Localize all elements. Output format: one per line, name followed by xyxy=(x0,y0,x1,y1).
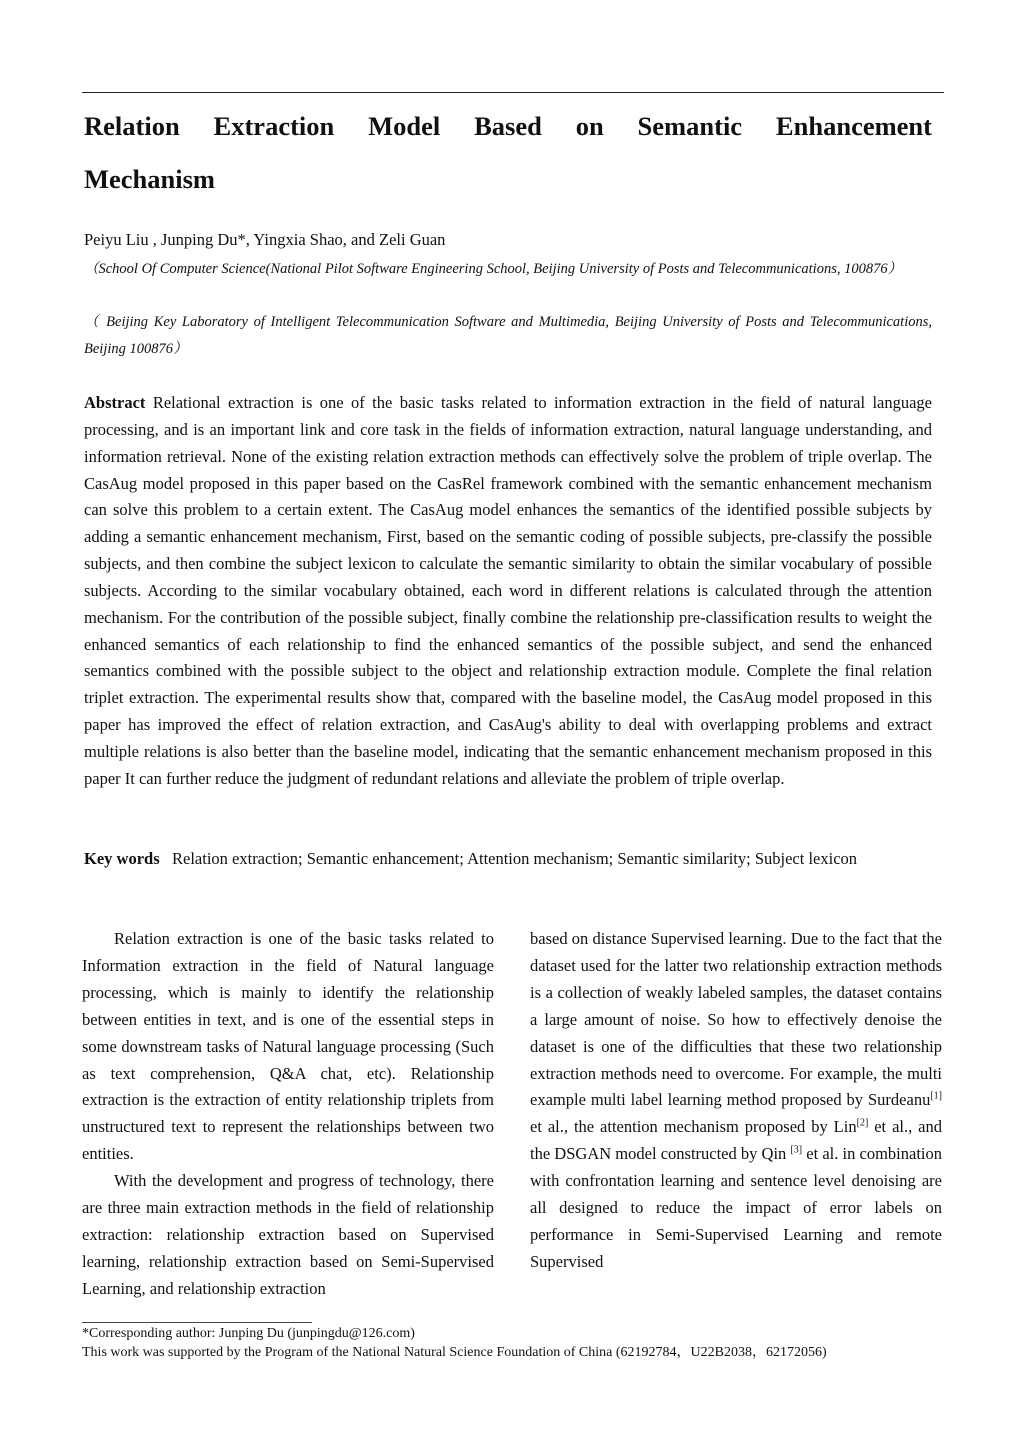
footnote-corresponding-author: *Corresponding author: Junping Du (junpingdu@126.com) xyxy=(82,1326,415,1341)
keywords-text: Relation extraction; Semantic enhancement; Attention mechanism; Semantic similarity; Subject lexicon xyxy=(172,849,858,868)
keywords xyxy=(84,846,932,873)
body-paragraph-3 xyxy=(530,926,942,1276)
top-rule xyxy=(82,92,944,93)
abstract-text: Relational extraction is one of the basic tasks related to information extraction in the field of natural language processing, and is an important link and core task in the fields of information extraction, natural language understanding, and information retrieval. None of the existing relation extraction methods can effectively solve the problem of triple overlap. The CasAug model proposed in this paper based on the CasRel framework combined with the semantic enhancement mechanism can solve this problem to a certain extent. The CasAug model enhances the semantics of the identified possible subjects by adding a semantic enhancement mechanism, First, based on the semantic coding of possible subjects, pre-classify the possible subjects, and then combine the subject lexicon to calculate the semantic similarity to obtain the similar vocabulary of possible subjects. According to the similar vocabulary obtained, each word in different relations is calculated through the attention mechanism. For the contribution of the possible subject, finally combine the relationship pre-classification results to weight the enhanced semantics of each relationship to find the enhanced semantics of the possible subject, and send the enhanced semantics combined with the possible subject to the object and relationship extraction module. Complete the final relation triplet extraction. The experimental results show that, compared with the baseline model, the CasAug model proposed in this paper has improved the effect of relation extraction, and CasAug's ability to deal with overlapping problems and extract multiple relations is also better than the baseline model, indicating that the semantic enhancement mechanism proposed in this paper It can further reduce the judgment of redundant relations and alleviate the problem of triple overlap. xyxy=(84,393,932,788)
author-list: Peiyu Liu , Junping Du*, Yingxia Shao, and Zeli Guan xyxy=(84,230,446,249)
body-text-segment: et al., and the DSGAN model constructed by Qin xyxy=(530,1117,942,1164)
body-text-segment: et al. in combination with confrontation learning and sentence level denoising are all designed to reduce the impact of error labels on performance in Semi-Supervised Learning and remote Supervised xyxy=(530,1144,943,1271)
keywords-label: Key words xyxy=(84,849,160,868)
abstract-label: Abstract xyxy=(84,393,146,412)
title-line-2: Mechanism xyxy=(84,164,216,194)
citation-ref-1: [1] xyxy=(930,1090,942,1102)
affiliation-2: （ Beijing Key Laboratory of Intelligent Telecommunication Software and Multimedia, Beijing University of Posts and Telecommunications, Beijing 100876） xyxy=(84,314,932,357)
body-paragraph-1: Relation extraction is one of the basic tasks related to Information extraction in the field of Natural language processing, which is mainly to identify the relationship between entities in text, and is one of the essential steps in some downstream tasks of Natural language processing (Such as text comprehension, Q&A chat, etc). Relationship extraction is the extraction of entity relationship triplets from unstructured text to represent the relationships between two entities. xyxy=(82,929,494,1164)
abstract xyxy=(84,390,932,793)
affiliation-1: （School Of Computer Science(National Pilot Software Engineering School, Beijing University of Posts and Telecommunications, 100876） xyxy=(84,261,903,277)
body-column-right xyxy=(530,926,942,1276)
body-text-segment: et al., the attention mechanism proposed by Lin xyxy=(530,1117,857,1137)
body-text-segment: based on distance Supervised learning. Due to the fact that the dataset used for the latter two relationship extraction methods is a collection of weakly labeled samples, the dataset contains a large amount of noise. So how to effectively denoise the dataset is one of the difficulties that these two relationship extraction methods need to overcome. For example, the multi example multi label learning method proposed by Surdeanu xyxy=(530,929,942,1110)
footnote-funding: This work was supported by the Program of the National Natural Science Foundation of China (62192784，U22B2038，62172056) xyxy=(82,1345,827,1360)
title-line-1: Relation Extraction Model Based on Semantic Enhancement xyxy=(84,111,932,141)
citation-ref-3: [3] xyxy=(790,1144,803,1156)
body-column-left xyxy=(82,926,494,1303)
paper-title xyxy=(84,100,932,206)
citation-ref-2: [2] xyxy=(856,1117,869,1129)
body-paragraph-2: With the development and progress of technology, there are three main extraction methods in the field of relationship extraction: relationship extraction based on Supervised learning, relationship extraction based on Semi-Supervised Learning, and relationship extraction xyxy=(82,1171,494,1298)
footnote-rule xyxy=(82,1322,312,1323)
